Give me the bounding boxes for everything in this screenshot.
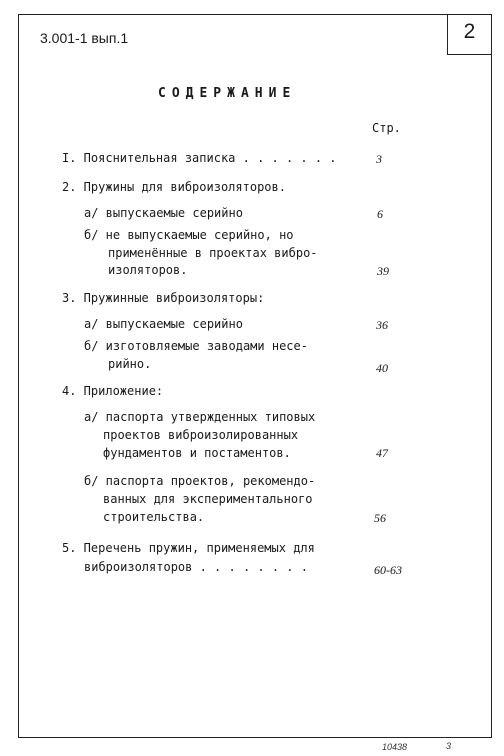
toc-5-page: 60-63: [374, 563, 402, 577]
footer-page-mark: 3: [446, 741, 452, 751]
toc-5-line-2: виброизоляторов . . . . . . . .: [84, 560, 308, 574]
toc-2b-line-2: применённые в проектах вибро-: [108, 246, 318, 260]
toc-5-line-1: 5. Перечень пружин, применяемых для: [62, 541, 315, 555]
toc-4b-line-2: ванных для экспериментального: [103, 492, 313, 506]
toc-3a-page: 36: [376, 318, 388, 332]
toc-1-page: 3: [376, 152, 382, 166]
page-number: 2: [463, 20, 476, 43]
toc-3b-line-1: б/ изготовляемые заводами несе-: [84, 339, 308, 353]
footer-sheet-number: 10438: [382, 742, 408, 752]
toc-3a-line-1: а/ выпускаемые серийно: [84, 317, 243, 331]
toc-4a-line-3: фундаментов и постаментов.: [103, 446, 291, 460]
toc-3b-line-2: рийно.: [108, 357, 152, 371]
toc-1-line-1: I. Пояснительная записка . . . . . . .: [62, 151, 337, 165]
page-number-box: [447, 14, 491, 55]
toc-4a-line-2: проектов виброизолированных: [103, 428, 299, 442]
toc-4b-line-3: строительства.: [103, 510, 205, 524]
toc-3-line-1: 3. Пружинные виброизоляторы:: [62, 291, 265, 305]
toc-4b-line-1: б/ паспорта проектов, рекомендо-: [84, 474, 316, 488]
toc-2b-line-1: б/ не выпускаемые серийно, но: [84, 228, 294, 242]
toc-4a-page: 47: [376, 446, 388, 460]
toc-2-line-1: 2. Пружины для виброизоляторов.: [62, 180, 286, 194]
document-code: 3.001-1 вып.1: [40, 30, 129, 46]
toc-title: СОДЕРЖАНИЕ: [158, 86, 297, 101]
page-frame: [18, 14, 492, 738]
toc-4a-line-1: а/ паспорта утвержденных типовых: [84, 410, 316, 424]
toc-4-line-1: 4. Приложение:: [62, 384, 164, 398]
toc-2b-page: 39: [377, 264, 389, 278]
page-column-label: Стр.: [372, 121, 401, 135]
toc-2b-line-3: изоляторов.: [108, 263, 188, 277]
toc-3b-page: 40: [376, 361, 388, 375]
toc-4b-page: 56: [374, 511, 386, 525]
toc-2a-page: 6: [377, 207, 383, 221]
toc-2a-line-1: а/ выпускаемые серийно: [84, 206, 243, 220]
